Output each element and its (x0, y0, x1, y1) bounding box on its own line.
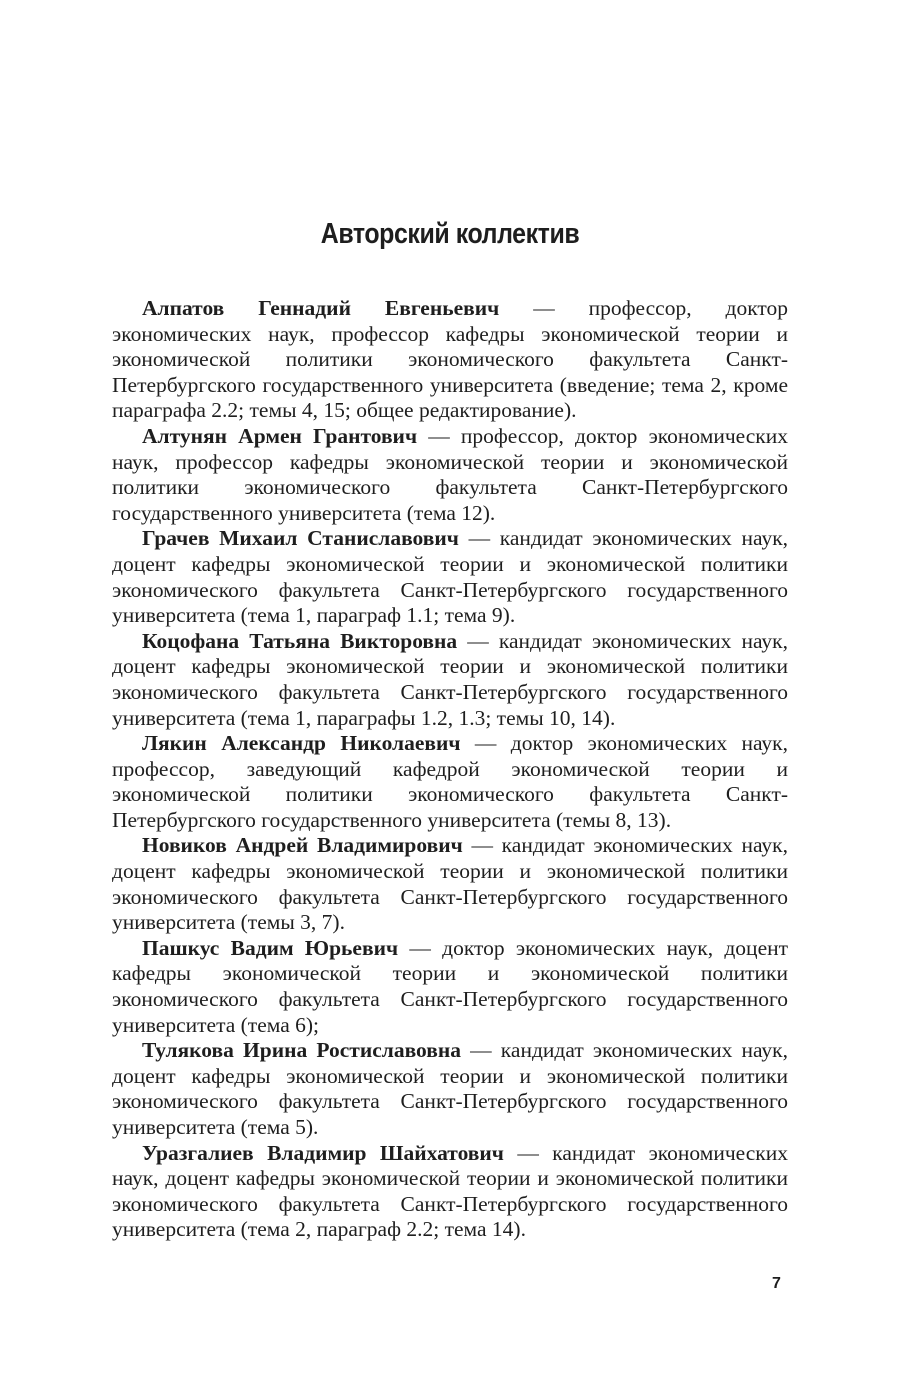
page-title: Авторский коллектив (320, 218, 580, 250)
author-name: Лякин Александр Николаевич (142, 731, 461, 756)
author-entry (112, 833, 788, 935)
author-entry (112, 1038, 788, 1140)
author-entry (112, 936, 788, 1038)
author-description: — кандидат экономических наук, доцент кафедры экономической теории и экономической политики экономического факультета Санкт-Петербургского государственного университета (тема 1, параграф 1.1; тема 9). (112, 526, 789, 628)
author-description: — доктор экономических наук, доцент кафедры экономической теории и экономической политики экономического факультета Санкт-Петербургского государственного университета (тема 6); (112, 935, 789, 1037)
author-name: Уразгалиев Владимир Шайхатович (142, 1140, 504, 1165)
author-description: — профессор, доктор экономических наук, профессор кафедры экономической теории и экономической политики экономического факультета Санкт-Петербургского государственного университета (введение; тема 2, кроме параграфа 2.2; темы 4, 15; общее редактирование). (112, 296, 788, 423)
author-entry (112, 296, 788, 424)
author-entry (112, 629, 788, 731)
author-description: — кандидат экономических наук, доцент кафедры экономической теории и экономической политики экономического факультета Санкт-Петербургского государственного университета (темы 3, 7). (112, 833, 788, 935)
author-name: Грачев Михаил Станиславович (142, 526, 459, 551)
author-entry (112, 424, 788, 526)
author-description: — доктор экономических наук, профессор, заведующий кафедрой экономической теории и экономической политики экономического факультета Санкт-Петербургского государственного университета (темы 8, 13). (112, 731, 788, 832)
author-description: — кандидат экономических наук, доцент кафедры экономической теории и экономической политики экономического факультета Санкт-Петербургского государственного университета (тема 1, параграфы 1.2, 1.3; темы 10, 14). (112, 628, 789, 730)
author-name: Тулякова Ирина Ростиславовна (142, 1038, 461, 1063)
author-name: Пашкус Вадим Юрьевич (142, 935, 399, 960)
author-name: Коцофана Татьяна Викторовна (142, 628, 458, 653)
author-description: — профессор, доктор экономических наук, профессор кафедры экономической теории и экономической политики экономического факультета Санкт-Петербургского государственного университета (тема 12). (112, 423, 788, 525)
author-name: Алпатов Геннадий Евгеньевич (142, 296, 500, 320)
author-description: — кандидат экономических наук, доцент кафедры экономической теории и экономической политики экономического факультета Санкт-Петербургского государственного университета (тема 5). (112, 1038, 789, 1139)
author-description: — кандидат экономических наук, доцент кафедры экономической теории и экономической политики экономического факультета Санкт-Петербургского государственного университета (тема 2, параграф 2.2; тема 14). (112, 1140, 788, 1242)
author-entry (112, 731, 788, 833)
page-number: 7 (772, 1275, 781, 1292)
author-name: Алтунян Армен Грантович (142, 423, 418, 448)
author-entry (112, 1141, 788, 1243)
author-list (112, 296, 788, 1243)
author-entry (112, 526, 788, 628)
author-name: Новиков Андрей Владимирович (142, 833, 463, 858)
